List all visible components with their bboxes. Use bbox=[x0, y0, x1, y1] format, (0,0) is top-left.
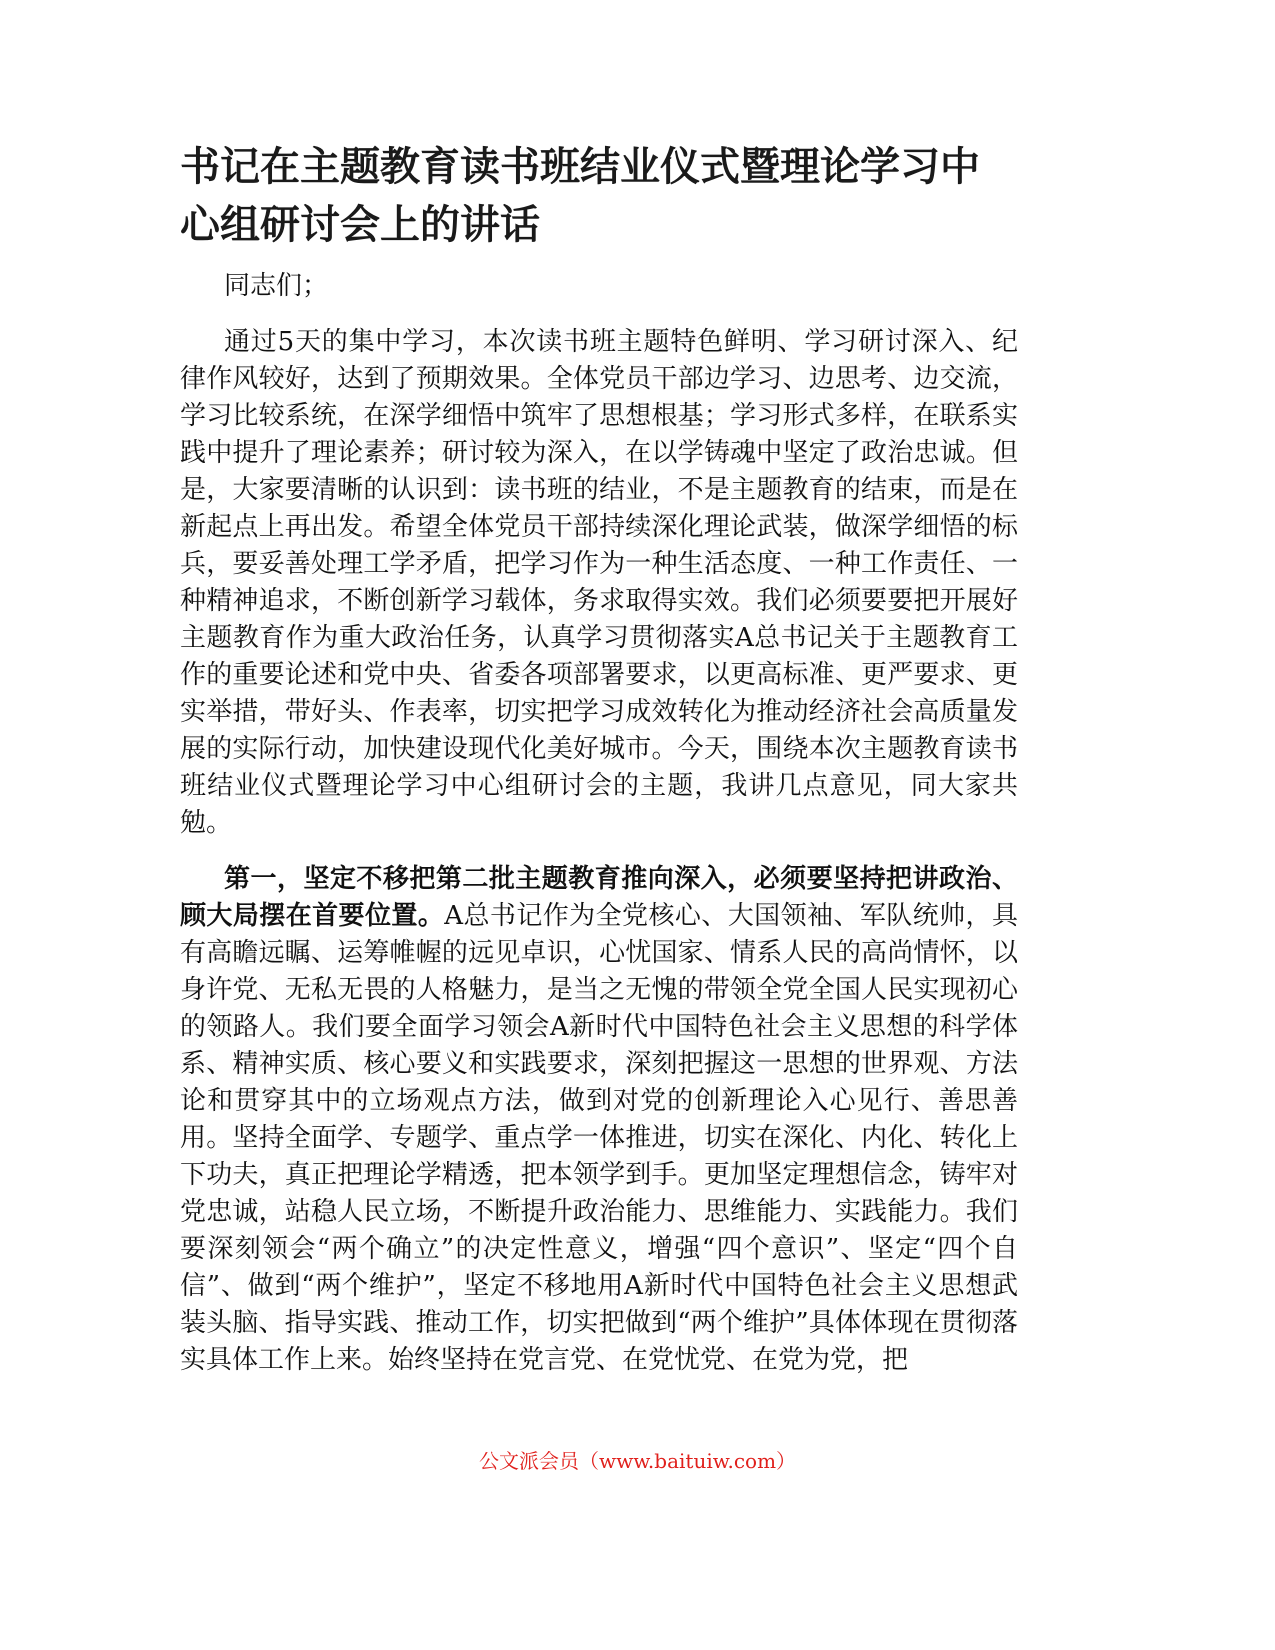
document-title: 书记在主题教育读书班结业仪式暨理论学习中心组研讨会上的讲话 bbox=[180, 144, 980, 248]
footer-watermark-text: 公文派会员（www.baituiw.com） bbox=[478, 1449, 797, 1473]
paragraph-intro: 通过5天的集中学习，本次读书班主题特色鲜明、学习研讨深入、纪律作风较好，达到了预期效果。全体党员干部边学习、边思考、边交流，学习比较系统，在深学细悟中筑牢了思想根基；学习形式多样，在联系实践中提升了理论素养；研讨较为深入，在以学铸魂中坚定了政治忠诚。但是，大家要清晰的认识到：读书班的结业，不是主题教育的结束，而是在新起点上再出发。希望全体党员干部持续深化理论武装，做深学细悟的标兵，要妥善处理工学矛盾，把学习作为一种生活态度、一种工作责任、一种精神追求，不断创新学习载体，务求取得实效。我们必须要要把开展好主题教育作为重大政治任务，认真学习贯彻落实A总书记关于主题教育工作的重要论述和党中央、省委各项部署要求，以更高标准、更严要求、更实举措，带好头、作表率，切实把学习成效转化为推动经济社会高质量发展的实际行动，加快建设现代化美好城市。今天，围绕本次主题教育读书班结业仪式暨理论学习中心组研讨会的主题，我讲几点意见，同大家共勉。 bbox=[180, 327, 1018, 838]
point-one-heading: 第一，坚定不移把第二批主题教育推向深入，必须要坚持把讲政治、顾大局摆在首要位置。 bbox=[180, 864, 1018, 931]
paragraph-point-one bbox=[180, 861, 1018, 1379]
document-page bbox=[180, 138, 1018, 1398]
point-one-body: A总书记作为全党核心、大国领袖、军队统帅，具有高瞻远瞩、运筹帷幄的远见卓识，心忧国家、情系人民的高尚情怀，以身许党、无私无畏的人格魅力，是当之无愧的带领全党全国人民实现初心的领路人。我们要全面学习领会A新时代中国特色社会主义思想的科学体系、精神实质、核心要义和实践要求，深刻把握这一思想的世界观、方法论和贯穿其中的立场观点方法，做到对党的创新理论入心见行、善思善用。坚持全面学、专题学、重点学一体推进，切实在深化、内化、转化上下功夫，真正把理论学精透，把本领学到手。更加坚定理想信念，铸牢对党忠诚，站稳人民立场，不断提升政治能力、思维能力、实践能力。我们要深刻领会“两个确立”的决定性意义，增强“四个意识”、坚定“四个自信”、做到“两个维护”，坚定不移地用A新时代中国特色社会主义思想武装头脑、指导实践、推动工作，切实把做到“两个维护”具体体现在贯彻落实具体工作上来。始终坚持在党言党、在党忧党、在党为党，把 bbox=[180, 901, 1018, 1375]
salutation: 同志们； bbox=[224, 271, 329, 301]
